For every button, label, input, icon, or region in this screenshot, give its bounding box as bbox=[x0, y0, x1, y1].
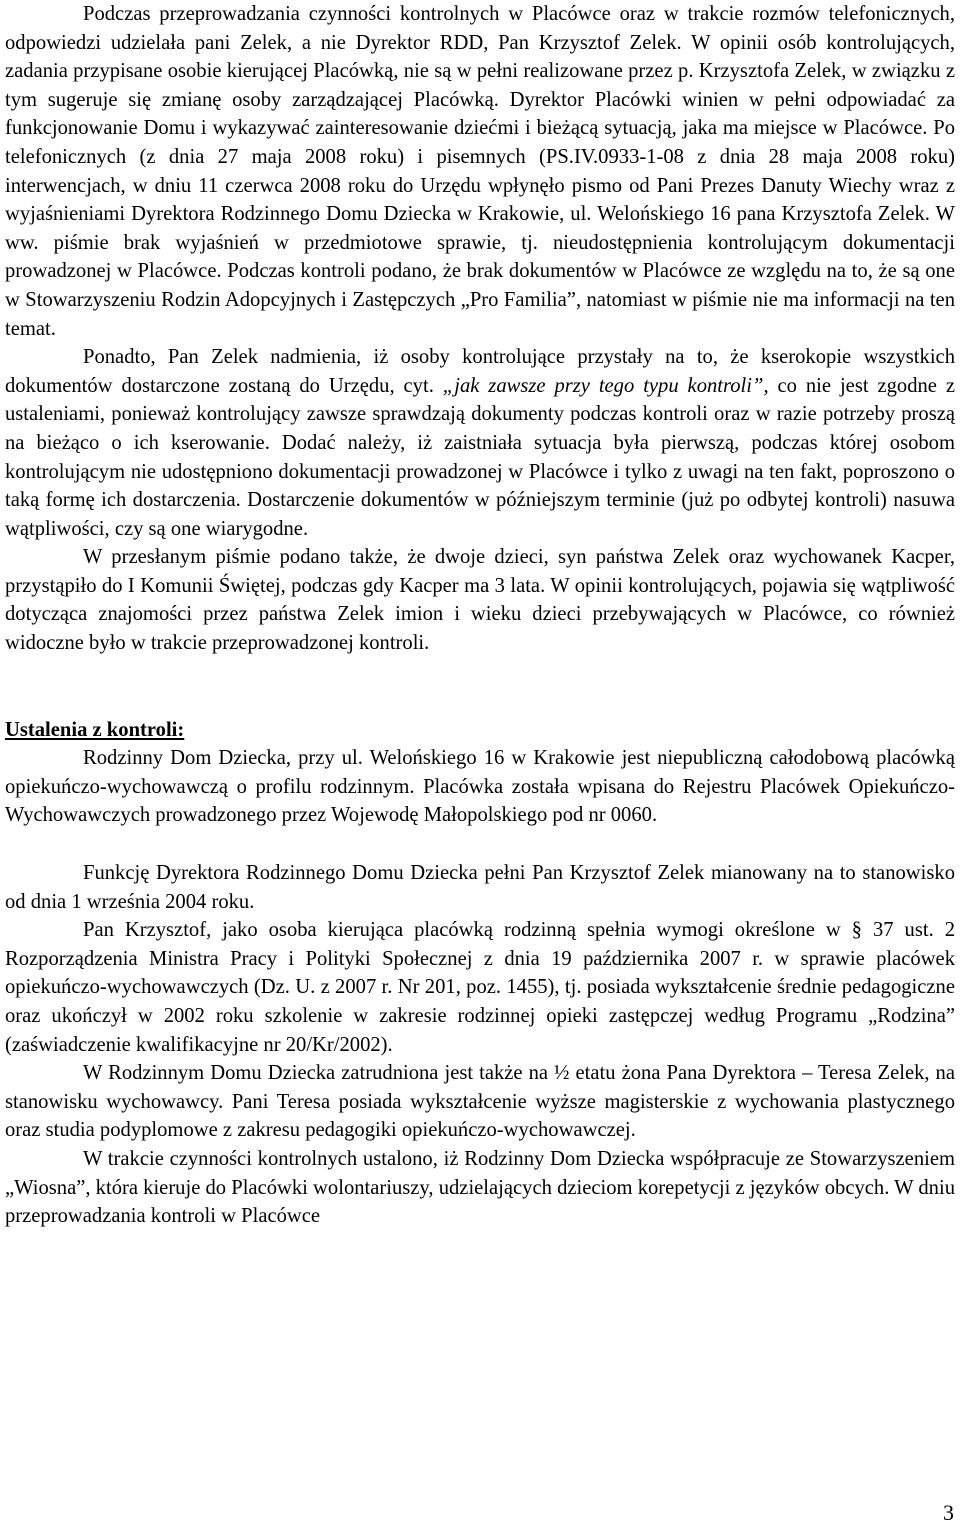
paragraph-photocopies-intro: Ponadto, Pan Zelek nadmienia, iż osoby kontrolujące przystały na to, że kserokopie wszystkich dokumentów dostarczone zostaną do Urzędu, cyt. bbox=[5, 346, 955, 397]
paragraph-director-qualifications: Pan Krzysztof, jako osoba kierująca placówką rodzinną spełnia wymogi określone w § 37 ust. 2 Rozporządzenia Ministra Pracy i Polityki Społecznej z dnia 19 października 2007 r. w sprawie placówek opiekuńczo-wychowawczych (Dz. U. z 2007 r. Nr 201, poz. 1455), tj. posiada wykształcenie średnie pedagogiczne oraz ukończył w 2002 roku szkolenie w zakresie rodzinnej opieki zastępczej według Programu „Rodzina” (zaświadczenie kwalifikacyjne nr 20/Kr/2002). bbox=[5, 919, 955, 1056]
section-heading: Ustalenia z kontroli: bbox=[5, 718, 185, 741]
document-page bbox=[5, 0, 955, 1231]
paragraph-facility-description: Rodzinny Dom Dziecka, przy ul. Welońskiego 16 w Krakowie jest niepubliczną całodobową placówką opiekuńczo-wychowawczą o profilu rodzinnym. Placówka została wpisana do Rejestru Placówek Opiekuńczo-Wychowawczych prowadzonego przez Wojewodę Małopolskiego pod nr 0060. bbox=[5, 747, 955, 827]
paragraph-photocopies bbox=[5, 343, 955, 543]
paragraph-staff: W Rodzinnym Domu Dziecka zatrudniona jest także na ½ etatu żona Pana Dyrektora – Teresa Zelek, na stanowisku wychowawcy. Pani Teresa posiada wykształcenie wyższe magisterskie z wychowania plastycznego oraz studia podyplomowe z zakresu pedagogiki opiekuńczo-wychowawczej. bbox=[5, 1062, 955, 1142]
paragraph-communion: W przesłanym piśmie podano także, że dwoje dzieci, syn państwa Zelek oraz wychowanek Kacper, przystąpiło do I Komunii Świętej, podczas gdy Kacper ma 3 lata. W opinii kontrolujących, pojawia się wątpliwość dotycząca znajomości przez państwa Zelek imion i wieku dzieci przebywających w Placówce, co również widoczne było w trakcie przeprowadzonej kontroli. bbox=[5, 546, 955, 655]
quoted-phrase: „jak zawsze przy tego typu kontroli” bbox=[442, 374, 764, 397]
paragraph-control-findings: Podczas przeprowadzania czynności kontrolnych w Placówce oraz w trakcie rozmów telefonicznych, odpowiedzi udzielała pani Zelek, a nie Dyrektor RDD, Pan Krzysztof Zelek. W opinii osób kontrolujących, zadania przypisane osobie kierującej Placówką, nie są w pełni realizowane przez p. Krzysztofa Zelek, w związku z tym sugeruje się zmianę osoby zarządzającej Placówką. Dyrektor Placówki winien w pełni odpowiadać za funkcjonowanie Domu i wykazywać zainteresowanie dziećmi i bieżącą sytuacją, jaka ma miejsce w Placówce. Po telefonicznych (z dnia 27 maja 2008 roku) i pisemnych (PS.IV.0933-1-08 z dnia 28 maja 2008 roku) interwencjach, w dniu 11 czerwca 2008 roku do Urzędu wpłynęło pismo od Pani Prezes Danuty Wiechy wraz z wyjaśnieniami Dyrektora Rodzinnego Domu Dziecka w Krakowie, ul. Welońskiego 16 pana Krzysztofa Zelek. W ww. piśmie brak wyjaśnień w przedmiotowe sprawie, tj. nieudostępnienia kontrolującym dokumentacji prowadzonej w Placówce. Podczas kontroli podano, że brak dokumentów w Placówce ze względu na to, że są one w Stowarzyszeniu Rodzin Adopcyjnych i Zastępczych „Pro Familia”, natomiast w piśmie nie ma informacji na ten temat. bbox=[5, 3, 955, 340]
paragraph-cooperation: W trakcie czynności kontrolnych ustalono, iż Rodzinny Dom Dziecka współpracuje ze Stowarzyszeniem „Wiosna”, która kieruje do Placówki wolontariuszy, udzielających dzieciom korepetycji z języków obcych. W dniu przeprowadzania kontroli w Placówce bbox=[5, 1147, 955, 1228]
paragraph-photocopies-rest: , co nie jest zgodne z ustaleniami, ponieważ kontrolujący zawsze sprawdzają dokumenty podczas kontroli oraz w razie potrzeby proszą na bieżąco o ich kserowanie. Dodać należy, iż zaistniała sytuacja była pierwszą, podczas której osobom kontrolującym nie udostępniono dokumentacji prowadzonej w Placówce i tylko z uwagi na ten fakt, poproszono o taką formę ich dostarczenia. Dostarczenie dokumentów w późniejszym terminie (już po odbytej kontroli) nasuwa wątpliwości, czy są one wiarygodne. bbox=[5, 374, 955, 540]
page-number: 3 bbox=[943, 1500, 954, 1525]
paragraph-director-appointment: Funkcję Dyrektora Rodzinnego Domu Dziecka pełni Pan Krzysztof Zelek mianowany na to stanowisko od dnia 1 września 2004 roku. bbox=[5, 862, 955, 913]
